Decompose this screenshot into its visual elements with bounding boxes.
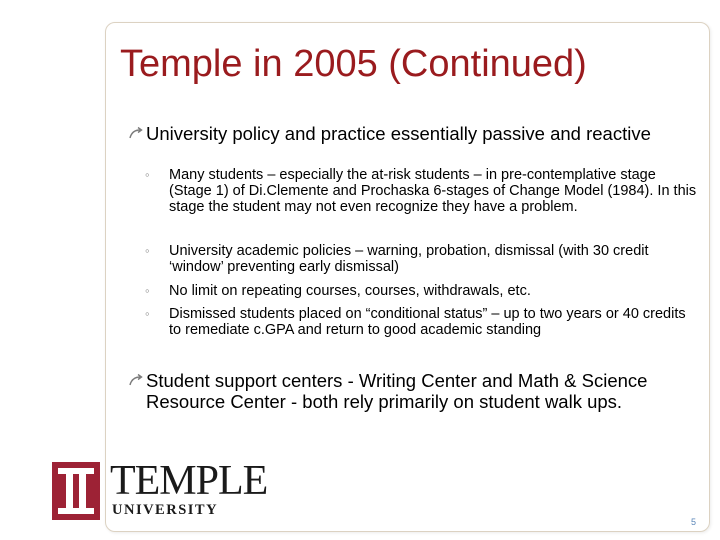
logo-wordmark: TEMPLE xyxy=(110,458,268,504)
sub-bullet-text: Many students – especially the at-risk students – in pre-contemplative stage (Stage 1) of Di.Clemente and Prochaska 6-stages of Change Model (1984). In this stage the student may not even recognize they have a problem. xyxy=(169,167,697,215)
sub-bullet-marker: ◦ xyxy=(145,243,150,258)
sub-bullet-marker: ◦ xyxy=(145,283,150,298)
sub-bullet-stages xyxy=(145,167,700,215)
slide-frame xyxy=(105,22,710,532)
bullet-text: Student support centers - Writing Center and Math & Science Resource Center - both rely primarily on student walk ups. xyxy=(146,370,648,412)
sub-bullet-marker: ◦ xyxy=(145,306,150,321)
page-number: 5 xyxy=(691,517,697,527)
sub-bullet-text: Dismissed students placed on “conditional status” – up to two years or 40 credits to remediate c.GPA and return to good academic standing xyxy=(169,306,686,338)
sub-bullet-text: No limit on repeating courses, courses, withdrawals, etc. xyxy=(169,283,531,299)
logo-subtitle: UNIVERSITY xyxy=(112,502,219,518)
bullet-university-policy xyxy=(128,123,688,144)
sub-bullet-repeating-courses xyxy=(145,283,700,299)
bullet-text: University policy and practice essentially passive and reactive xyxy=(146,123,651,144)
slide-title: Temple in 2005 (Continued) xyxy=(120,43,587,85)
bullet-support-centers xyxy=(128,370,688,412)
sub-bullet-marker: ◦ xyxy=(145,167,150,182)
sub-bullet-text: University academic policies – warning, probation, dismissal (with 30 credit ‘window’ preventing early dismissal) xyxy=(169,243,649,275)
sub-bullet-conditional-status xyxy=(145,306,700,338)
arrow-curve-icon xyxy=(128,123,144,144)
arrow-curve-icon xyxy=(128,370,144,391)
sub-bullet-academic-policies xyxy=(145,243,700,275)
